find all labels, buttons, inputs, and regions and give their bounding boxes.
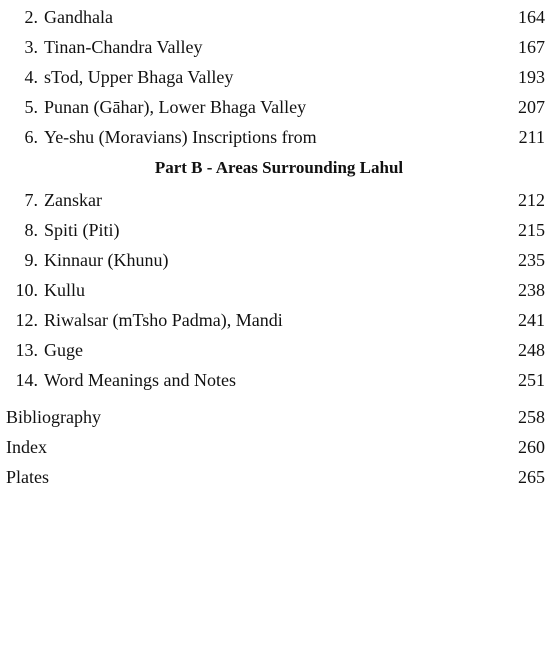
toc-entry: [0, 32, 558, 62]
entry-page: 258: [518, 407, 545, 427]
entry-page: 193: [518, 67, 545, 87]
entry-number: 13.: [15, 340, 38, 360]
entry-page: 235: [518, 250, 545, 270]
entry-title: Guge: [44, 340, 83, 360]
entry-title: Spiti (Piti): [44, 220, 120, 240]
toc-entry: [0, 185, 558, 215]
toc-entry: [0, 215, 558, 245]
entry-number: 3.: [24, 37, 38, 57]
entry-page: 207: [518, 97, 545, 117]
entry-title: Plates: [6, 467, 49, 487]
entry-title: Gandhala: [44, 7, 113, 27]
toc-entry: [0, 62, 558, 92]
toc-entry: [0, 335, 558, 365]
toc-entry: [0, 305, 558, 335]
toc-entry-bibliography: [0, 402, 558, 432]
entry-title: Riwalsar (mTsho Padma), Mandi: [44, 310, 283, 330]
toc-entry: [0, 2, 558, 32]
entry-page: 248: [518, 340, 545, 360]
entry-number: 14.: [15, 370, 38, 390]
entry-title: Kullu: [44, 280, 86, 300]
entry-number: 2.: [24, 7, 38, 27]
entry-page: 251: [518, 370, 545, 390]
entry-page: 211: [518, 127, 545, 147]
entry-number: 12.: [15, 310, 38, 330]
entry-page: 215: [518, 220, 545, 240]
part-b-heading: Part B - Areas Surrounding Lahul: [154, 158, 404, 177]
toc-entry: [0, 275, 558, 305]
entry-title: Zanskar: [44, 190, 102, 210]
entry-number: 7.: [24, 190, 38, 210]
toc-entry: [0, 92, 558, 122]
entry-page: 164: [518, 7, 545, 27]
toc-entry: [0, 365, 558, 395]
entry-title: Bibliography: [6, 407, 101, 427]
toc-entry: [0, 122, 558, 152]
entry-number: 8.: [24, 220, 38, 240]
entry-title: Kinnaur (Khunu): [44, 250, 169, 270]
toc-entry-plates: [0, 462, 558, 492]
entry-number: 9.: [24, 250, 38, 270]
toc-entry-index: [0, 432, 558, 462]
entry-title: Punan (Gāhar), Lower Bhaga Valley: [44, 97, 307, 117]
entry-title: Ye-shu (Moravians) Inscriptions from: [44, 127, 317, 147]
entry-page: 238: [518, 280, 545, 300]
entry-page: 265: [518, 467, 545, 487]
entry-title: Word Meanings and Notes: [44, 370, 237, 390]
entry-title: sTod, Upper Bhaga Valley: [44, 67, 234, 87]
entry-number: 10.: [15, 280, 38, 300]
entry-number: 6.: [24, 127, 38, 147]
entry-title: Index: [6, 437, 47, 457]
entry-page: 260: [518, 437, 545, 457]
entry-number: 5.: [24, 97, 38, 117]
entry-page: 241: [518, 310, 545, 330]
entry-number: 4.: [24, 67, 38, 87]
toc-entry: [0, 245, 558, 275]
entry-page: 167: [518, 37, 545, 57]
entry-page: 212: [518, 190, 545, 210]
entry-title: Tinan-Chandra Valley: [44, 37, 203, 57]
